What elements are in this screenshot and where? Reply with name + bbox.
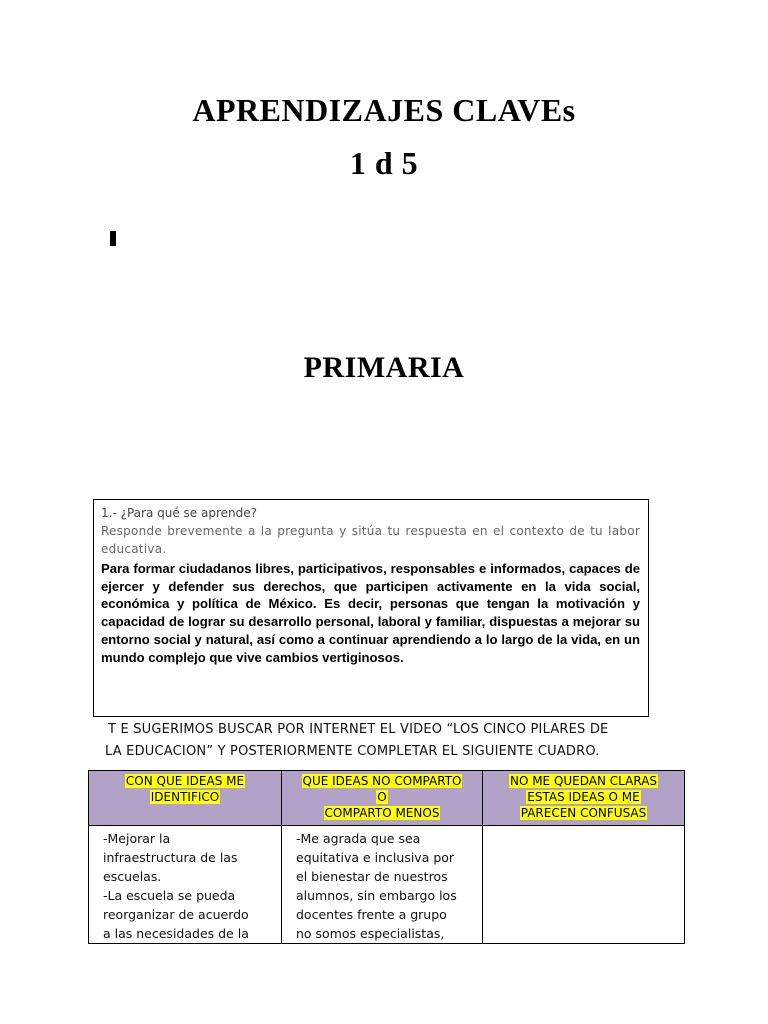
header-line: CON QUE IDEAS ME [125, 774, 245, 788]
level-heading: PRIMARIA [303, 351, 465, 384]
header-line: O [377, 790, 387, 804]
question-box [93, 499, 649, 717]
suggestion-line-2: LA EDUCACION” Y POSTERIORMENTE COMPLETAR EL SIGUIENTE CUADRO. [105, 744, 600, 759]
document-subtitle: 1 d 5 [349, 145, 419, 181]
table-header-row [89, 771, 685, 826]
document-title: APRENDIZAJES CLAVEs [192, 92, 576, 128]
table-cell-unclear [483, 826, 685, 944]
header-line: COMPARTO MENOS [324, 806, 440, 820]
header-identify [89, 771, 282, 826]
header-line: NO ME QUEDAN CLARAS [509, 774, 658, 788]
text-cursor-mark [110, 231, 116, 246]
question-instruction: Responde brevemente a la pregunta y sitúa tu respuesta en el contexto de tu labor educativa. [101, 524, 640, 556]
header-line: PARECEN CONFUSAS [520, 806, 647, 820]
header-line: QUE IDEAS NO COMPARTO [302, 774, 462, 788]
header-disagree [282, 771, 483, 826]
header-unclear [483, 771, 685, 826]
cell-text: -Me agrada que sea equitativa e inclusiva por el bienestar de nuestros alumnos, sin embargo los docentes frente a grupo no somos especialistas, [296, 831, 457, 941]
suggestion-line-1: T E SUGERIMOS BUSCAR POR INTERNET EL VIDEO “LOS CINCO PILARES DE [108, 722, 609, 737]
cell-text: -Mejorar la infraestructura de las escuelas. -La escuela se pueda reorganizar de acuerdo a las necesidades de la [103, 831, 249, 941]
question-answer: Para formar ciudadanos libres, participativos, responsables e informados, capaces de ejercer y defender sus derechos, que participen activamente en la vida social, económica y política de México. Es decir, personas que tengan la motivación y capacidad de lograr su desarrollo personal, laboral y familiar, dispuestas a mejorar su entorno social y natural, así como a continuar aprendiendo a lo largo de la vida, en un mundo complejo que vive cambios vertiginosos. [101, 561, 640, 665]
header-line: ESTAS IDEAS O ME [527, 790, 640, 804]
ideas-table [88, 770, 685, 944]
question-number: 1.- ¿Para qué se aprende? [101, 506, 257, 520]
header-line: IDENTIFICO [150, 790, 220, 804]
table-row [89, 826, 685, 944]
table-cell-identify [89, 826, 282, 944]
table-cell-disagree [282, 826, 483, 944]
